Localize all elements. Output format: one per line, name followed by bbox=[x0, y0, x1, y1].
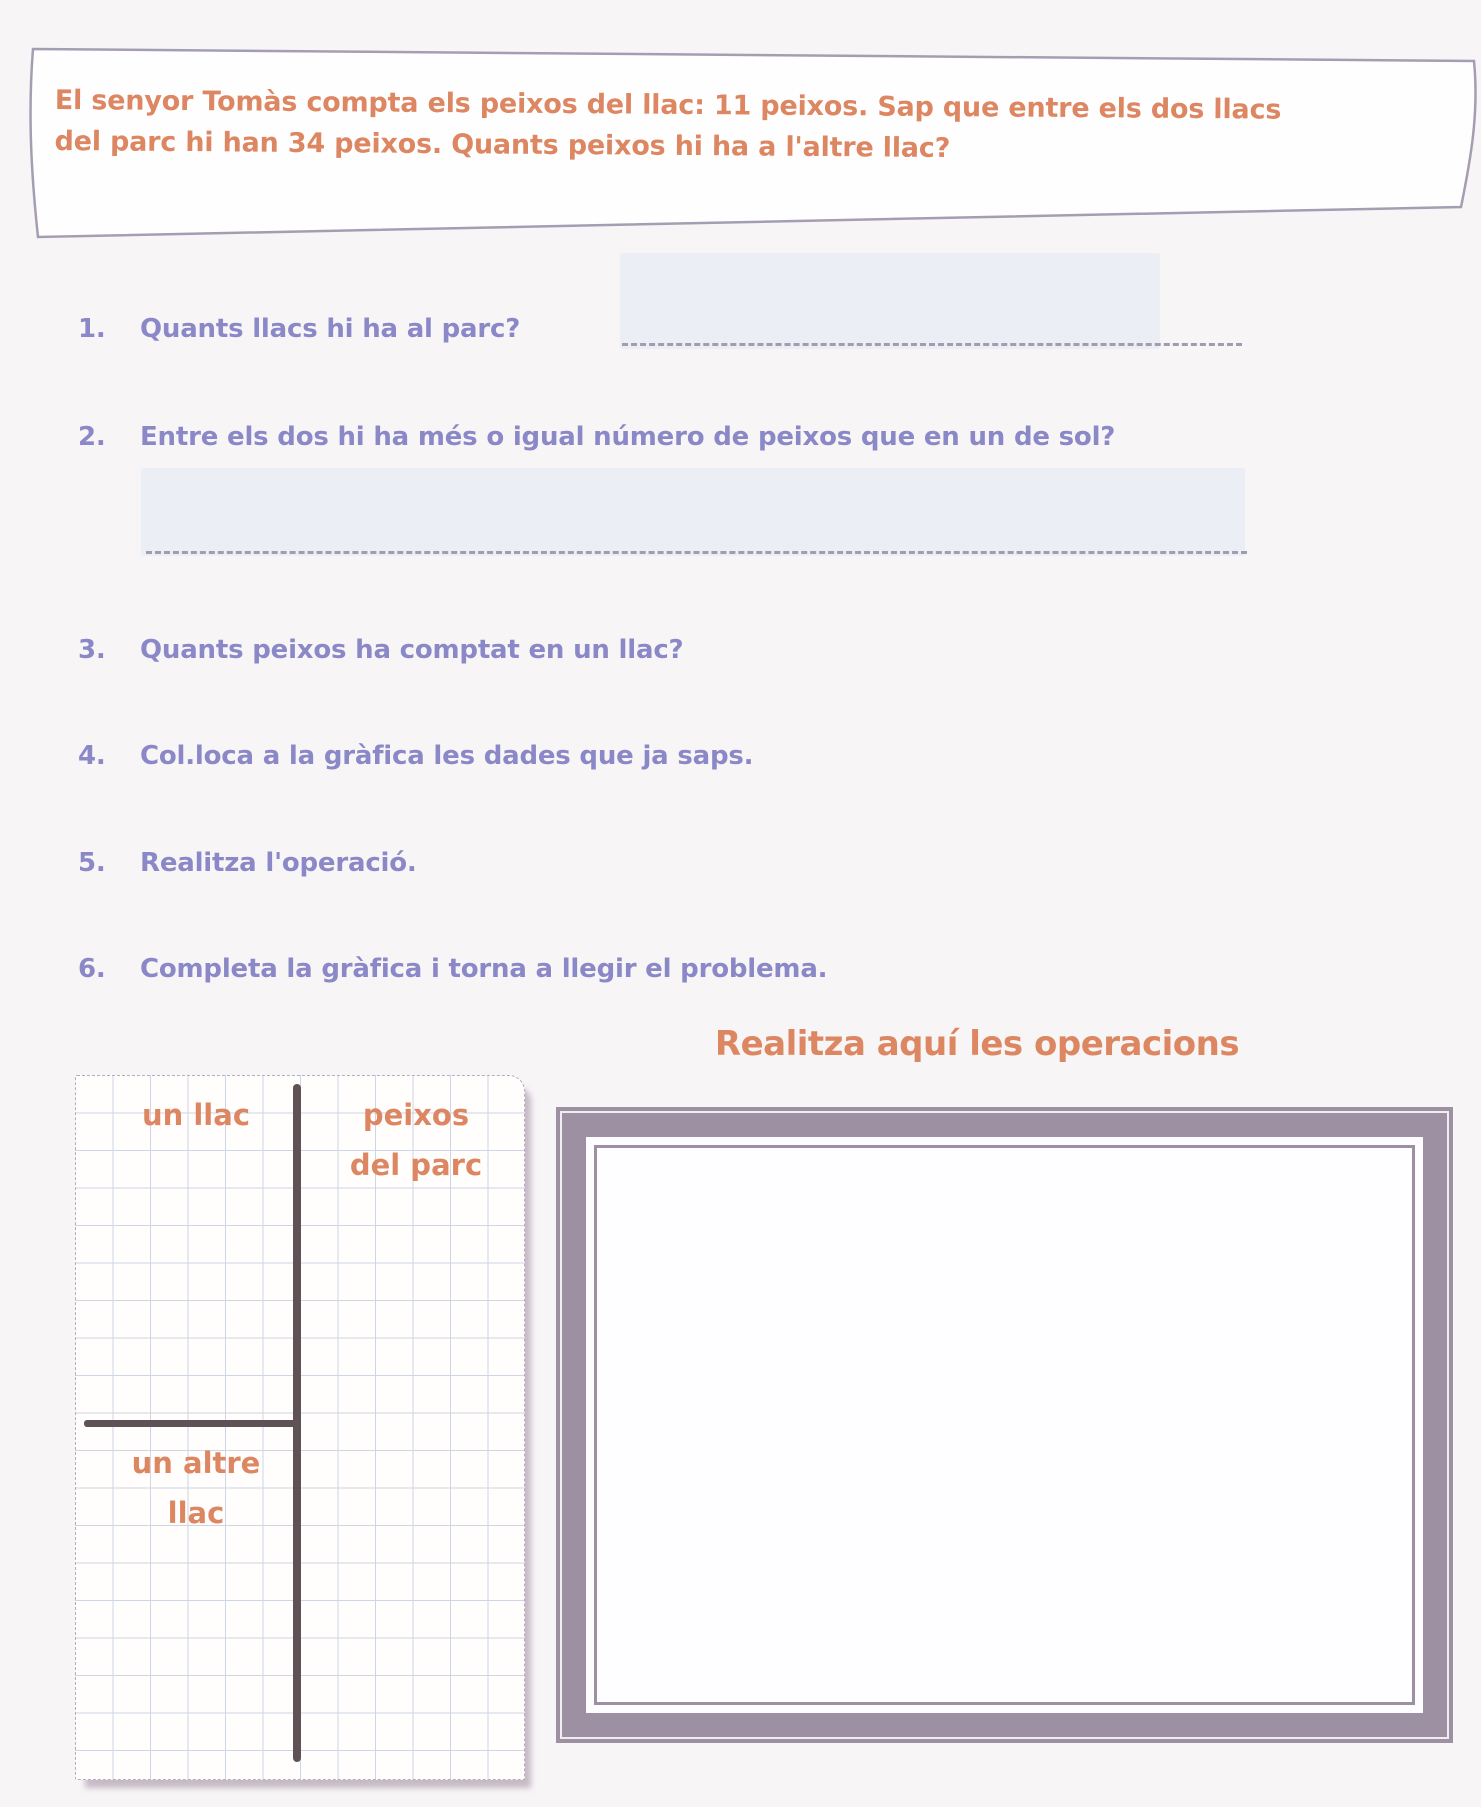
question-row-4 bbox=[78, 739, 1338, 773]
answer-line-q2[interactable] bbox=[146, 551, 1247, 554]
diagram-horizontal-divider bbox=[84, 1420, 298, 1427]
operations-writing-area[interactable] bbox=[594, 1145, 1415, 1705]
answer-line-q1[interactable] bbox=[622, 343, 1242, 346]
question-row-6 bbox=[78, 952, 1338, 986]
problem-statement bbox=[54, 80, 1285, 172]
graph-paper[interactable] bbox=[75, 1075, 525, 1780]
diagram-label-un-altre-llac bbox=[96, 1438, 296, 1538]
question-number: 1. bbox=[78, 314, 106, 344]
question-row-3 bbox=[78, 633, 1338, 667]
diagram-label-line1: un altre bbox=[131, 1446, 261, 1480]
diagram-label-line2: del parc bbox=[349, 1148, 483, 1182]
question-text: Col.loca a la gràfica les dades que ja saps. bbox=[140, 741, 754, 771]
operations-title: Realitza aquí les operacions bbox=[714, 1024, 1240, 1064]
bleed-through-shading-q2 bbox=[141, 468, 1245, 556]
question-text: Quants llacs hi ha al parc? bbox=[140, 314, 521, 344]
question-row-5 bbox=[78, 846, 1338, 880]
problem-statement-line2: del parc hi han 34 peixos. Quants peixos hi ha a l'altre llac? bbox=[54, 125, 951, 165]
question-text: Completa la gràfica i torna a llegir el problema. bbox=[140, 954, 828, 984]
question-number: 2. bbox=[78, 422, 106, 452]
operations-box-inner-mat bbox=[586, 1137, 1423, 1713]
question-text: Quants peixos ha comptat en un llac? bbox=[140, 635, 684, 665]
question-row-1 bbox=[78, 312, 1338, 346]
question-number: 6. bbox=[78, 954, 106, 984]
question-number: 3. bbox=[78, 635, 106, 665]
operations-box-frame bbox=[556, 1107, 1453, 1743]
problem-statement-line1: El senyor Tomàs compta els peixos del llac: 11 peixos. Sap que entre els dos llacs bbox=[54, 84, 1282, 126]
question-number: 4. bbox=[78, 741, 106, 771]
diagram-label-line2: llac bbox=[167, 1496, 225, 1530]
question-number: 5. bbox=[78, 848, 106, 878]
diagram-label-line1: peixos bbox=[362, 1098, 470, 1132]
question-text: Entre els dos hi ha més o igual número de peixos que en un de sol? bbox=[140, 422, 1116, 452]
question-text: Realitza l'operació. bbox=[140, 848, 417, 878]
question-row-2 bbox=[78, 420, 1338, 454]
diagram-label-peixos-del-parc bbox=[316, 1090, 516, 1190]
diagram-label-un-llac: un llac bbox=[141, 1098, 251, 1132]
